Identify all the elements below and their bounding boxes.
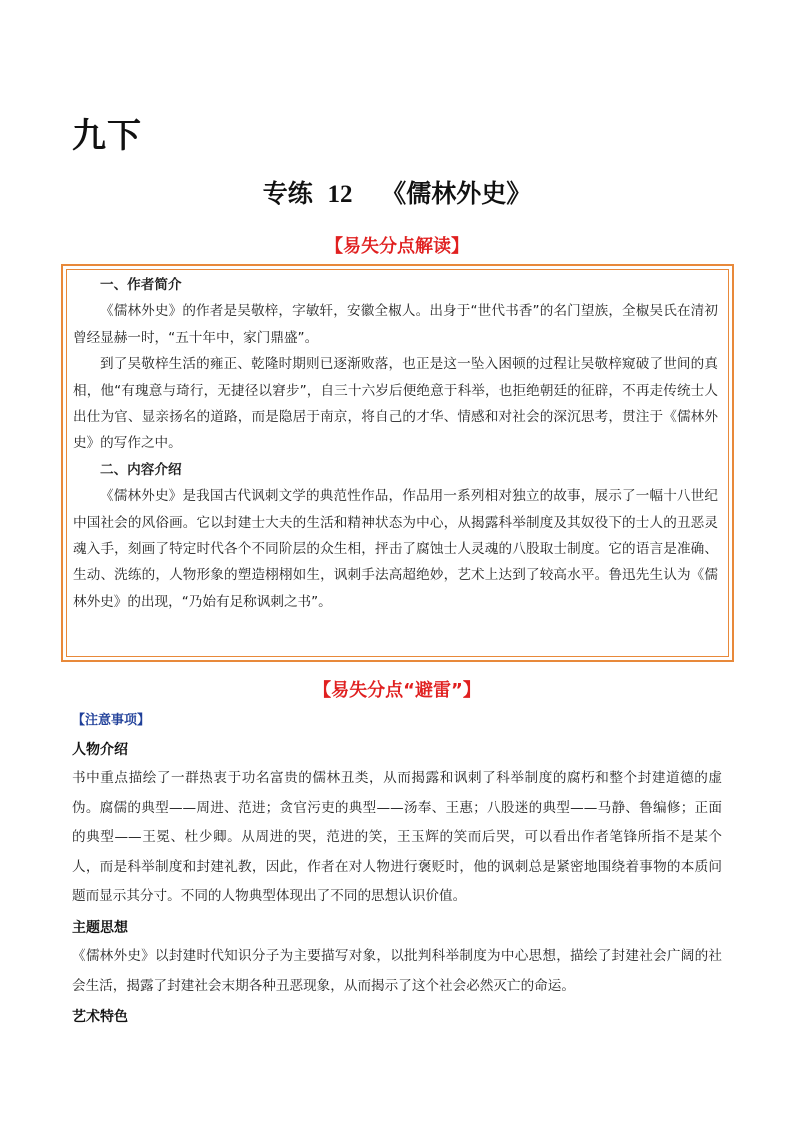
content-intro-heading: 二、内容介绍 <box>100 461 182 478</box>
analysis-box <box>61 264 734 662</box>
characters-heading: 人物介绍 <box>72 742 128 758</box>
characters-paragraph: 书中重点描绘了一群热衷于功名富贵的儒林丑类，从而揭露和讽刺了科举制度的腐朽和整个封建道德的虚伪。腐儒的典型——周进、范进；贪官污吏的典型——汤奉、王惠；八股迷的典型——马静、鲁编修；正面的典型——王冕、杜少卿。从周进的哭，范进的笑，王玉辉的笑而后哭，可以看出作者笔锋所指不是某个人，而是科举制度和封建礼教，因此，作者在对人物进行褒贬时，他的讽刺总是紧密地围绕着事物的本质问题而显示其分寸。不同的人物典型体现出了不同的思想认识价值。 <box>72 770 722 905</box>
grade-label: 九下 <box>72 116 142 156</box>
title-number: 12 <box>327 181 353 208</box>
page-title <box>0 174 794 210</box>
title-prefix: 专练 <box>262 179 313 208</box>
analysis-box-content <box>73 272 718 615</box>
section-heading-avoid-pitfalls: 【易失分点“避雷”】 <box>313 680 481 701</box>
section-heading-analysis: 【易失分点解读】 <box>325 236 469 257</box>
author-intro-paragraph-1: 《儒林外史》的作者是吴敬梓，字敏轩，安徽全椒人。出身于“世代书香”的名门望族，全椒吴氏在清初曾经显赫一时，“五十年中，家门鼎盛”。 <box>73 303 718 346</box>
theme-paragraph: 《儒林外史》以封建时代知识分子为主要描写对象，以批判科举制度为中心思想，描绘了封建社会广阔的社会生活，揭露了封建社会末期各种丑恶现象，从而揭示了这个社会必然灭亡的命运。 <box>72 947 722 994</box>
author-intro-paragraph-2: 到了吴敬梓生活的雍正、乾隆时期则已逐渐败落，也正是这一坠入困顿的过程让吴敬梓窥破了世间的真相，他“有瑰意与琦行，无捷径以窘步”，自三十六岁后便绝意于科举，也拒绝朝廷的征辟，不再走传统士人出仕为官、显亲扬名的道路，而是隐居于南京，将自己的才华、情感和对社会的深沉思考，贯注于《儒林外史》的写作之中。 <box>73 356 718 452</box>
author-intro-heading: 一、作者简介 <box>100 277 182 293</box>
artistic-features-heading: 艺术特色 <box>72 1009 128 1026</box>
theme-heading: 主题思想 <box>72 919 128 936</box>
notes-tag: 【注意事项】 <box>72 713 151 728</box>
title-book: 《儒林外史》 <box>381 179 532 208</box>
content-intro-paragraph: 《儒林外史》是我国古代讽刺文学的典范性作品，作品用一系列相对独立的故事，展示了一幅十八世纪中国社会的风俗画。它以封建士大夫的生活和精神状态为中心，从揭露科举制度及其奴役下的士人的丑恶灵魂入手，刻画了特定时代各个不同阶层的众生相，抨击了腐蚀士人灵魂的八股取士制度。它的语言是准确、生动、洗练的，人物形象的塑造栩栩如生，讽刺手法高超绝妙，艺术上达到了较高水平。鲁迅先生认为《儒林外史》的出现，“乃始有足称讽刺之书”。 <box>73 488 718 610</box>
notes-section <box>72 708 722 1031</box>
